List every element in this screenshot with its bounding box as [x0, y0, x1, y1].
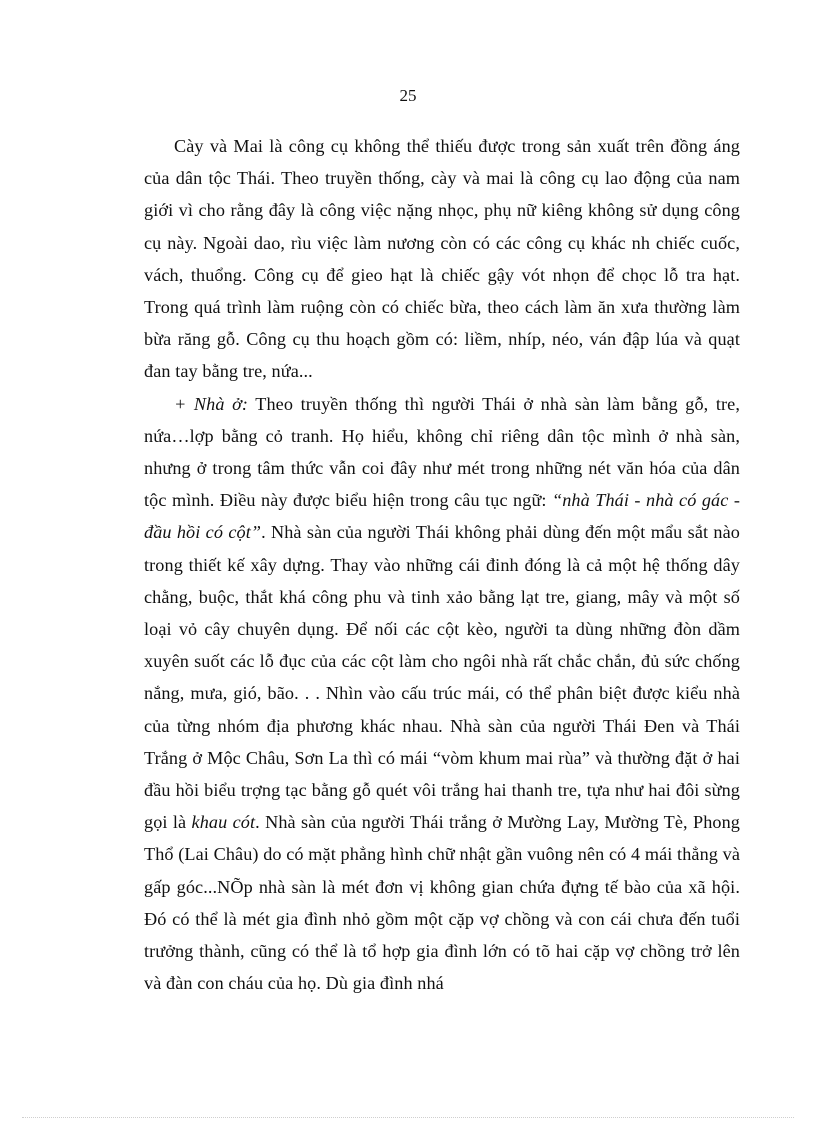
page-number: 25	[399, 86, 417, 105]
proverb-quote: “nhà Thái - nhà có gác - đầu hồi có cột”	[144, 490, 740, 543]
term-khau-cot: khau cót	[191, 812, 256, 833]
housing-text-a: Theo truyền thống thì người Thái ở nhà sàn làm bằng gỗ, tre, nứa…lợp bằng cỏ tranh. Họ hiểu, không chỉ riêng dân tộc mình ở nhà sàn, nhưng ở trong tâm thức vẫn coi đây như mét trong những nét văn hóa của dân tộc mình. Điều này được biểu hiện trong câu tục ngữ:	[144, 393, 740, 511]
paragraph-housing	[144, 388, 740, 1000]
housing-text-c: . Nhà sàn của người Thái trắng ở Mường Lay, Mường Tè, Phong Thổ (Lai Châu) do có mặt phẳng hình chữ nhật gần vuông nên có 4 mái thẳng và gấp góc...NÕp nhà sàn là mét đơn vị không gian chứa đựng tế bào của xã hội. Đó có thể là mét gia đình nhỏ gồm một cặp vợ chồng và con cái chưa đến tuổi trưởng thành, cũng có thể là tổ hợp gia đình lớn có tõ hai cặp vợ chồng trở lên và đàn con cháu của họ. Dù gia đình nhá	[144, 812, 740, 994]
paragraph-tools: Cày và Mai là công cụ không thể thiếu được trong sản xuất trên đồng áng của dân tộc Thái. Theo truyền thống, cày và mai là công cụ lao động của nam giới vì cho rằng đây là công việc nặng nhọc, phụ nữ kiêng không sử dụng công cụ này. Ngoài dao, rìu việc làm nương còn có các công cụ khác nh chiếc cuốc, vách, thuổng. Công cụ để gieo hạt là chiếc gậy vót nhọn để chọc lỗ tra hạt. Trong quá trình làm ruộng còn có chiếc bừa, theo cách làm ăn xưa thường làm bừa răng gỗ. Công cụ thu hoạch gồm có: liềm, nhíp, néo, ván đập lúa và quạt đan tay bằng tre, nứa...	[144, 136, 740, 382]
body-text	[144, 130, 740, 999]
section-heading: + Nhà ở:	[174, 393, 249, 414]
housing-text-b: . Nhà sàn của người Thái không phải dùng đến một mẩu sắt nào trong thiết kế xây dựng. Thay vào những cái đinh đóng là cả một hệ thống dây chằng, buộc, thắt khá công phu và tinh xảo bằng lạt tre, giang, mây và một số loại vỏ cây chuyên dụng. Để nối các cột kèo, người ta dùng những đòn dầm xuyên suốt các lỗ đục của các cột làm cho ngôi nhà rất chắc chắn, đủ sức chống nắng, mưa, gió, bão. . . Nhìn vào cấu trúc mái, có thể phân biệt được kiểu nhà của từng nhóm địa phương khác nhau. Nhà sàn của người Thái Đen và Thái Trắng ở Mộc Châu, Sơn La thì có mái “vòm khum mai rùa” và thường đặt ở hai đầu hồi biểu trợng tạc bằng gỗ quét vôi trắng hai thanh tre, tựa như hai đôi sừng gọi là	[144, 522, 740, 833]
page-bottom-border	[22, 1117, 794, 1118]
